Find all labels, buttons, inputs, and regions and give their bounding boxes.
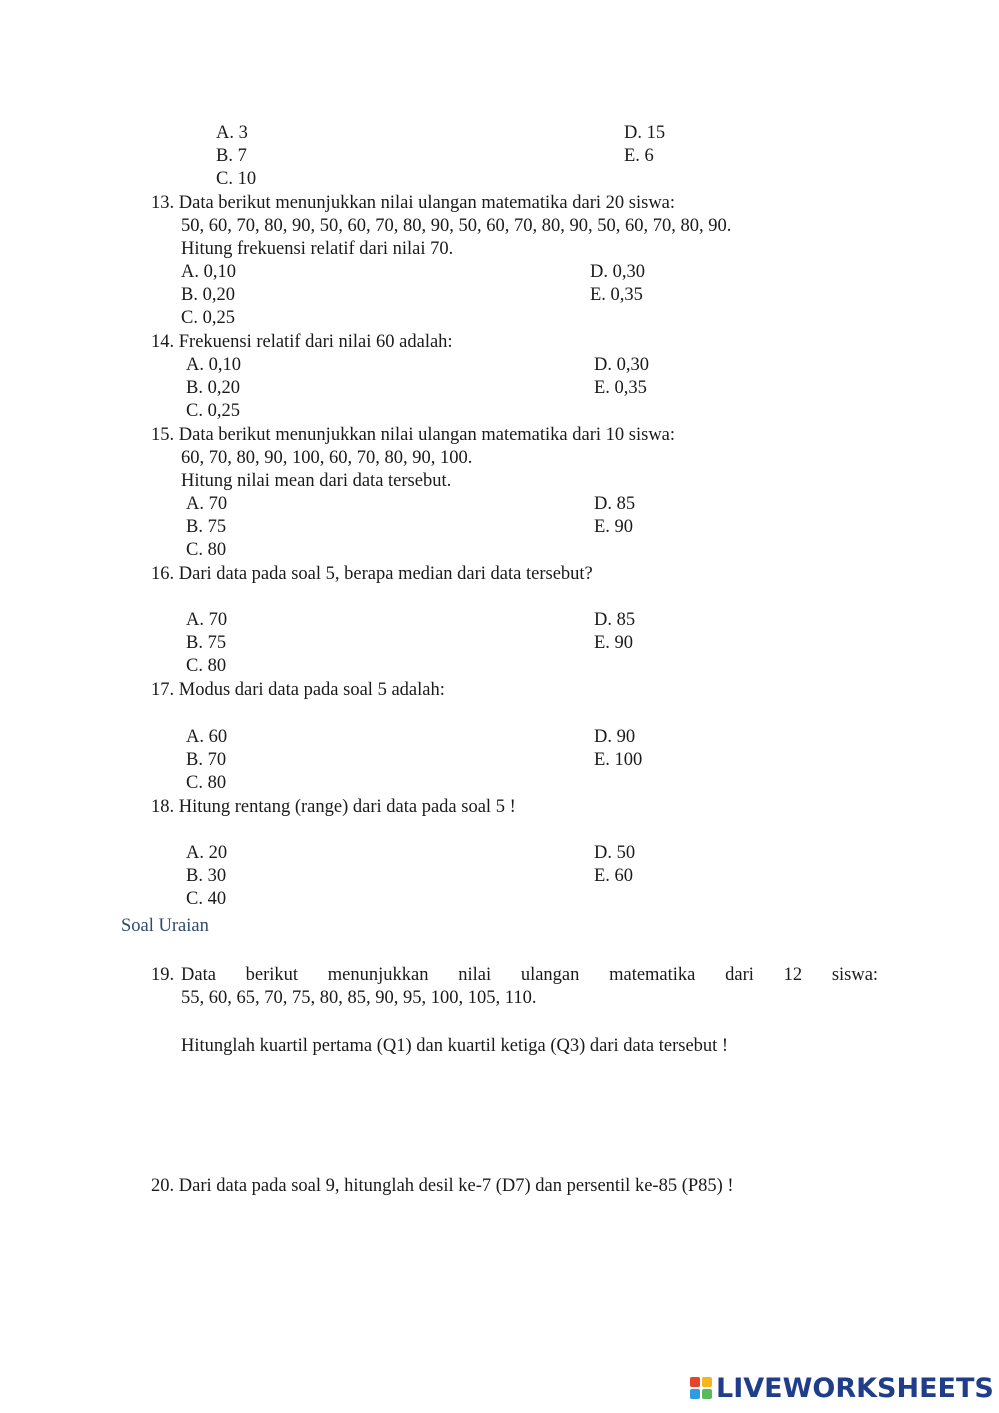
q19-word: ulangan — [520, 965, 580, 985]
q16-option-a: A. 70 — [186, 610, 228, 630]
q19-word: 12 — [783, 965, 803, 985]
q19-instruction: Hitunglah kuartil pertama (Q1) dan kuartil ketiga (Q3) dari data tersebut ! — [181, 1036, 729, 1056]
q17-question: 17. Modus dari data pada soal 5 adalah: — [151, 680, 445, 700]
q15-option-d: D. 85 — [594, 494, 636, 514]
q20-question: 20. Dari data pada soal 9, hitunglah desil ke-7 (D7) dan persentil ke-85 (P85) ! — [151, 1176, 734, 1196]
q19-word: siswa: — [831, 965, 879, 985]
q13-option-b: B. 0,20 — [181, 285, 235, 305]
section-heading: Soal Uraian — [121, 916, 209, 936]
q19-number: 19. — [151, 965, 175, 985]
q19-question-line — [181, 964, 878, 987]
q12-option-a: A. 3 — [216, 123, 248, 143]
q15-option-e: E. 90 — [594, 517, 634, 537]
q14-option-b: B. 0,20 — [186, 378, 240, 398]
logo-text: LIVEWORKSHEETS — [716, 1372, 994, 1404]
q19-word: nilai — [458, 965, 492, 985]
q14-option-c: C. 0,25 — [186, 401, 240, 421]
q13-option-e: E. 0,35 — [590, 285, 643, 305]
q14-question: 14. Frekuensi relatif dari nilai 60 adalah: — [151, 332, 453, 352]
q18-option-b: B. 30 — [186, 866, 227, 886]
q17-option-b: B. 70 — [186, 750, 227, 770]
logo-mark-icon — [690, 1377, 712, 1399]
liveworksheets-logo — [690, 1372, 994, 1404]
q12-option-e: E. 6 — [624, 146, 654, 166]
q18-option-d: D. 50 — [594, 843, 636, 863]
q19-data: 55, 60, 65, 70, 75, 80, 85, 90, 95, 100, 105, 110. — [181, 988, 537, 1008]
q13-question: 13. Data berikut menunjukkan nilai ulangan matematika dari 20 siswa: — [151, 193, 676, 213]
q17-option-d: D. 90 — [594, 727, 636, 747]
q16-option-d: D. 85 — [594, 610, 636, 630]
q13-option-d: D. 0,30 — [590, 262, 645, 282]
q14-option-e: E. 0,35 — [594, 378, 647, 398]
q19-word: menunjukkan — [327, 965, 429, 985]
q13-option-a: A. 0,10 — [181, 262, 236, 282]
q14-option-a: A. 0,10 — [186, 355, 241, 375]
q18-question: 18. Hitung rentang (range) dari data pada soal 5 ! — [151, 797, 516, 817]
q19-word: dari — [725, 965, 754, 985]
q19-word: matematika — [609, 965, 696, 985]
q18-option-e: E. 60 — [594, 866, 634, 886]
q17-option-a: A. 60 — [186, 727, 228, 747]
q16-question: 16. Dari data pada soal 5, berapa median dari data tersebut? — [151, 564, 593, 584]
q12-option-d: D. 15 — [624, 123, 666, 143]
q15-option-b: B. 75 — [186, 517, 227, 537]
q14-option-d: D. 0,30 — [594, 355, 649, 375]
q13-option-c: C. 0,25 — [181, 308, 235, 328]
q13-instruction: Hitung frekuensi relatif dari nilai 70. — [181, 239, 454, 259]
q16-option-c: C. 80 — [186, 656, 227, 676]
q19-word: Data — [181, 965, 216, 985]
q15-option-c: C. 80 — [186, 540, 227, 560]
q13-data: 50, 60, 70, 80, 90, 50, 60, 70, 80, 90, 50, 60, 70, 80, 90, 50, 60, 70, 80, 90. — [181, 216, 732, 236]
q17-option-e: E. 100 — [594, 750, 643, 770]
q16-option-e: E. 90 — [594, 633, 634, 653]
q18-option-a: A. 20 — [186, 843, 228, 863]
q15-question: 15. Data berikut menunjukkan nilai ulangan matematika dari 10 siswa: — [151, 425, 676, 445]
q18-option-c: C. 40 — [186, 889, 227, 909]
q19-word: berikut — [245, 965, 299, 985]
q15-instruction: Hitung nilai mean dari data tersebut. — [181, 471, 452, 491]
q17-option-c: C. 80 — [186, 773, 227, 793]
q12-option-c: C. 10 — [216, 169, 257, 189]
q16-option-b: B. 75 — [186, 633, 227, 653]
q12-option-b: B. 7 — [216, 146, 247, 166]
q15-option-a: A. 70 — [186, 494, 228, 514]
q15-data: 60, 70, 80, 90, 100, 60, 70, 80, 90, 100. — [181, 448, 473, 468]
